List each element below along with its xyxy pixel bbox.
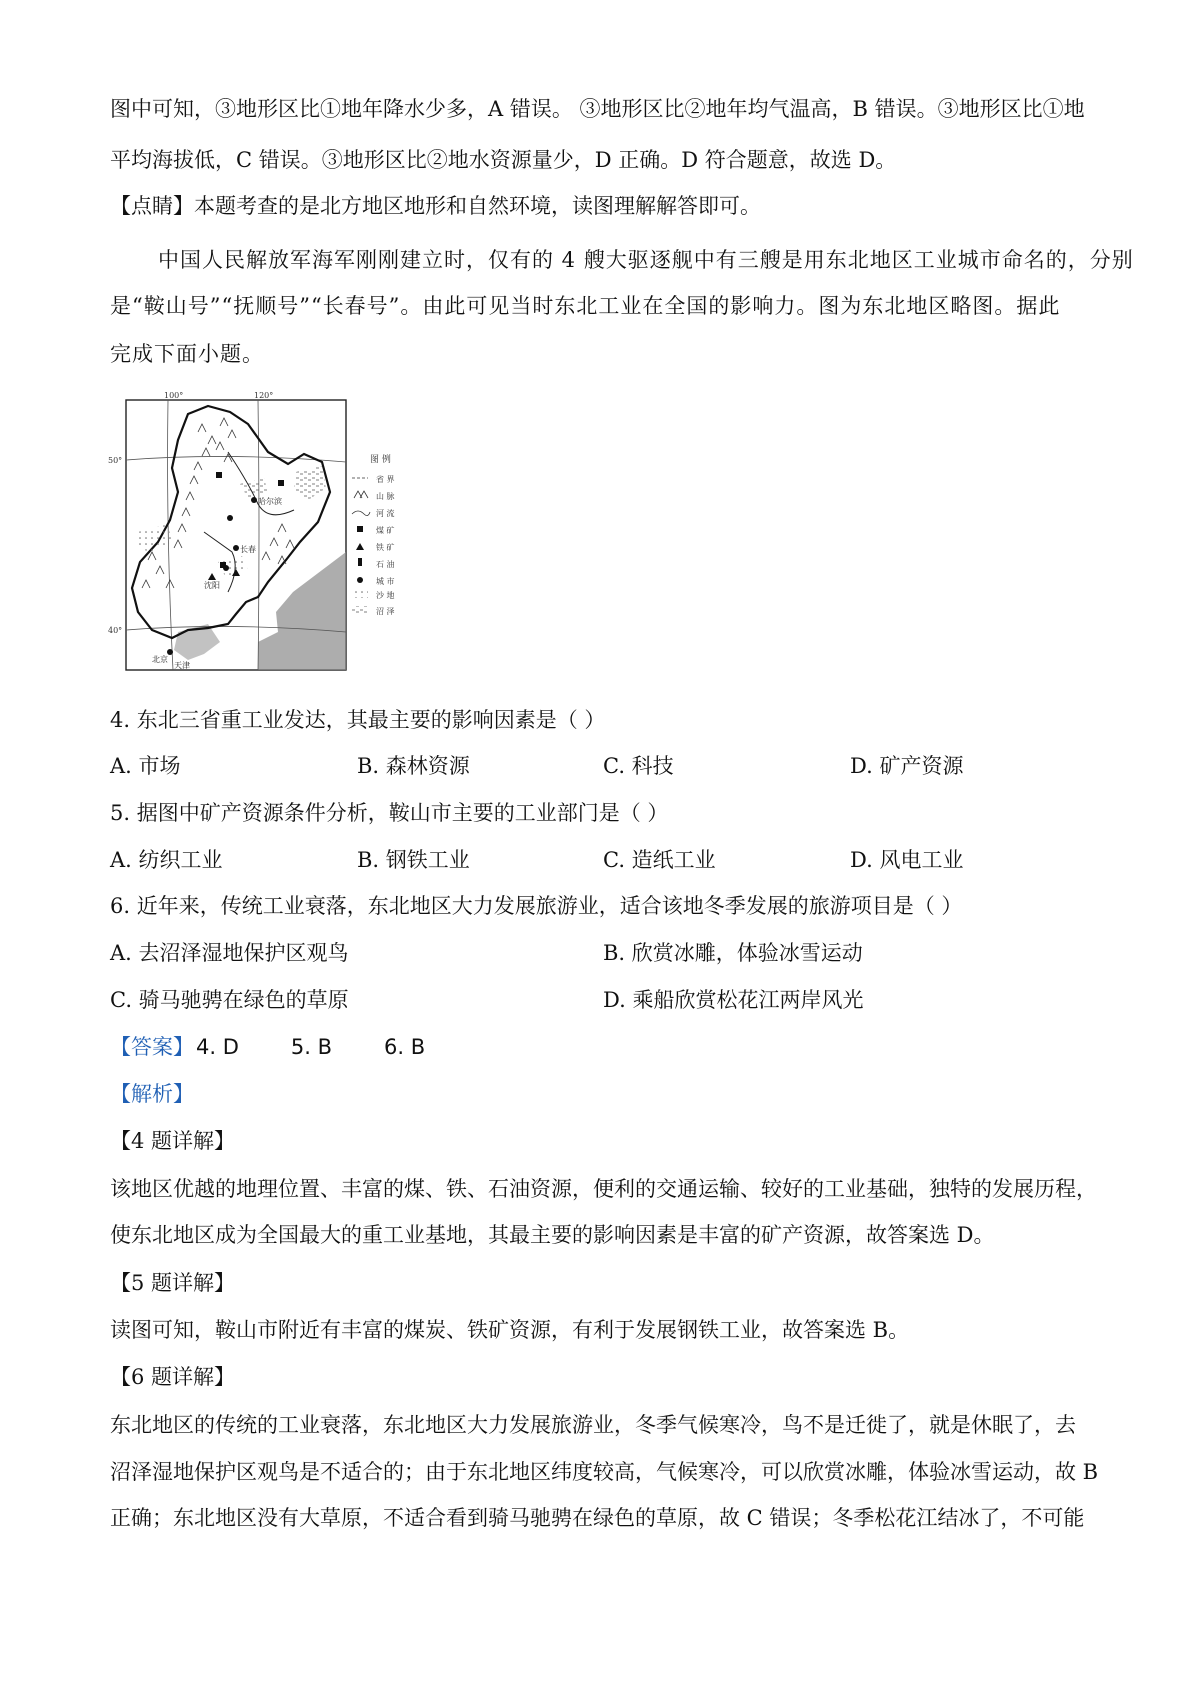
svg-text:省 界: 省 界 — [376, 475, 395, 484]
d6-line3: 正确；东北地区没有大草原，不适合看到骑马驰骋在绿色的草原，故 C 错误；冬季松花江结冰了，不可能 — [110, 1506, 1085, 1530]
answer-6: 6. B — [384, 1035, 426, 1059]
svg-text:山 脉: 山 脉 — [376, 492, 395, 501]
q6-option-a: A. 去沼泽湿地保护区观鸟 — [110, 941, 349, 965]
d4-title: 【4 题详解】 — [110, 1129, 236, 1153]
q6-stem: 6. 近年来，传统工业衰落，东北地区大力发展旅游业，适合该地冬季发展的旅游项目是（ ） — [110, 894, 963, 918]
jiexi-label: 【解析】 — [110, 1082, 194, 1106]
svg-text:铁 矿: 铁 矿 — [376, 543, 395, 552]
q5-option-c: C. 造纸工业 — [603, 848, 716, 872]
q4-option-c: C. 科技 — [603, 754, 674, 778]
q4-option-b: B. 森林资源 — [357, 754, 470, 778]
q4-stem: 4. 东北三省重工业发达，其最主要的影响因素是（ ） — [110, 708, 606, 732]
svg-text:天津: 天津 — [174, 661, 190, 670]
d4-line2: 使东北地区成为全国最大的重工业基地，其最主要的影响因素是丰富的矿产资源，故答案选 D。 — [110, 1223, 995, 1247]
svg-text:沙 地: 沙 地 — [376, 591, 395, 600]
intro-line3: 完成下面小题。 — [110, 342, 264, 366]
d4-line1: 该地区优越的地理位置、丰富的煤、铁、石油资源，便利的交通运输、较好的工业基础，独特的发展历程， — [110, 1177, 1097, 1201]
q4-option-d: D. 矿产资源 — [850, 754, 964, 778]
q6-option-d: D. 乘船欣赏松花江两岸风光 — [603, 988, 864, 1012]
q6-option-c: C. 骑马驰骋在绿色的草原 — [110, 988, 349, 1012]
q5-option-d: D. 风电工业 — [850, 848, 964, 872]
d6-line1: 东北地区的传统的工业衰落，东北地区大力发展旅游业，冬季气候寒冷，鸟不是迁徙了，就是休眠了，去 — [110, 1413, 1076, 1437]
svg-text:石 油: 石 油 — [376, 560, 395, 569]
q5-option-a: A. 纺织工业 — [110, 848, 223, 872]
svg-text:煤 矿: 煤 矿 — [376, 526, 395, 535]
svg-text:120°: 120° — [254, 392, 274, 400]
answer-5: 5. B — [290, 1035, 333, 1059]
map-legend — [352, 453, 395, 616]
answer-4: 4. D — [196, 1035, 239, 1059]
svg-text:50°: 50° — [108, 456, 123, 465]
svg-text:哈尔滨: 哈尔滨 — [258, 497, 282, 506]
d6-line2: 沼泽湿地保护区观鸟是不适合的；由于东北地区纬度较高，气候寒冷，可以欣赏冰雕，体验冰雪运动，故 B — [110, 1460, 1099, 1484]
q5-option-b: B. 钢铁工业 — [357, 848, 470, 872]
d6-title: 【6 题详解】 — [110, 1365, 236, 1389]
q4-option-a: A. 市场 — [110, 754, 181, 778]
svg-text:沼 泽: 沼 泽 — [376, 607, 395, 616]
d5-line1: 读图可知，鞍山市附近有丰富的煤炭、铁矿资源，有利于发展钢铁工业，故答案选 B。 — [110, 1318, 910, 1342]
q5-stem: 5. 据图中矿产资源条件分析，鞍山市主要的工业部门是（ ） — [110, 801, 669, 825]
intro-line1: 中国人民解放军海军刚刚建立时，仅有的 4 艘大驱逐舰中有三艘是用东北地区工业城市命名的，分别 — [158, 248, 1134, 272]
northeast-china-map — [108, 392, 460, 682]
svg-text:沈阳: 沈阳 — [204, 581, 220, 590]
svg-text:城 市: 城 市 — [376, 577, 395, 586]
para1-line1: 图中可知，③地形区比①地年降水少多，A 错误。 ③地形区比②地年均气温高，B 错误。③地形区比①地 — [110, 97, 1085, 121]
answer-line — [110, 1037, 425, 1058]
svg-text:40°: 40° — [108, 626, 123, 635]
svg-text:图 例: 图 例 — [370, 455, 391, 465]
answer-label: 【答案】 — [110, 1035, 194, 1059]
intro-line2: 是“鞍山号”“抚顺号”“长春号”。由此可见当时东北工业在全国的影响力。图为东北地区略图。据此 — [110, 294, 1061, 318]
para1-line2: 平均海拔低，C 错误。③地形区比②地水资源量少，D 正确。D 符合题意，故选 D。 — [110, 148, 897, 172]
svg-text:长春: 长春 — [240, 545, 256, 554]
dianjing-note: 【点睛】本题考查的是北方地区地形和自然环境，读图理解解答即可。 — [110, 194, 761, 218]
svg-text:100°: 100° — [164, 392, 184, 400]
d5-title: 【5 题详解】 — [110, 1271, 236, 1295]
q6-option-b: B. 欣赏冰雕，体验冰雪运动 — [603, 941, 863, 965]
svg-text:北京: 北京 — [152, 655, 168, 664]
svg-text:河 流: 河 流 — [376, 509, 395, 518]
